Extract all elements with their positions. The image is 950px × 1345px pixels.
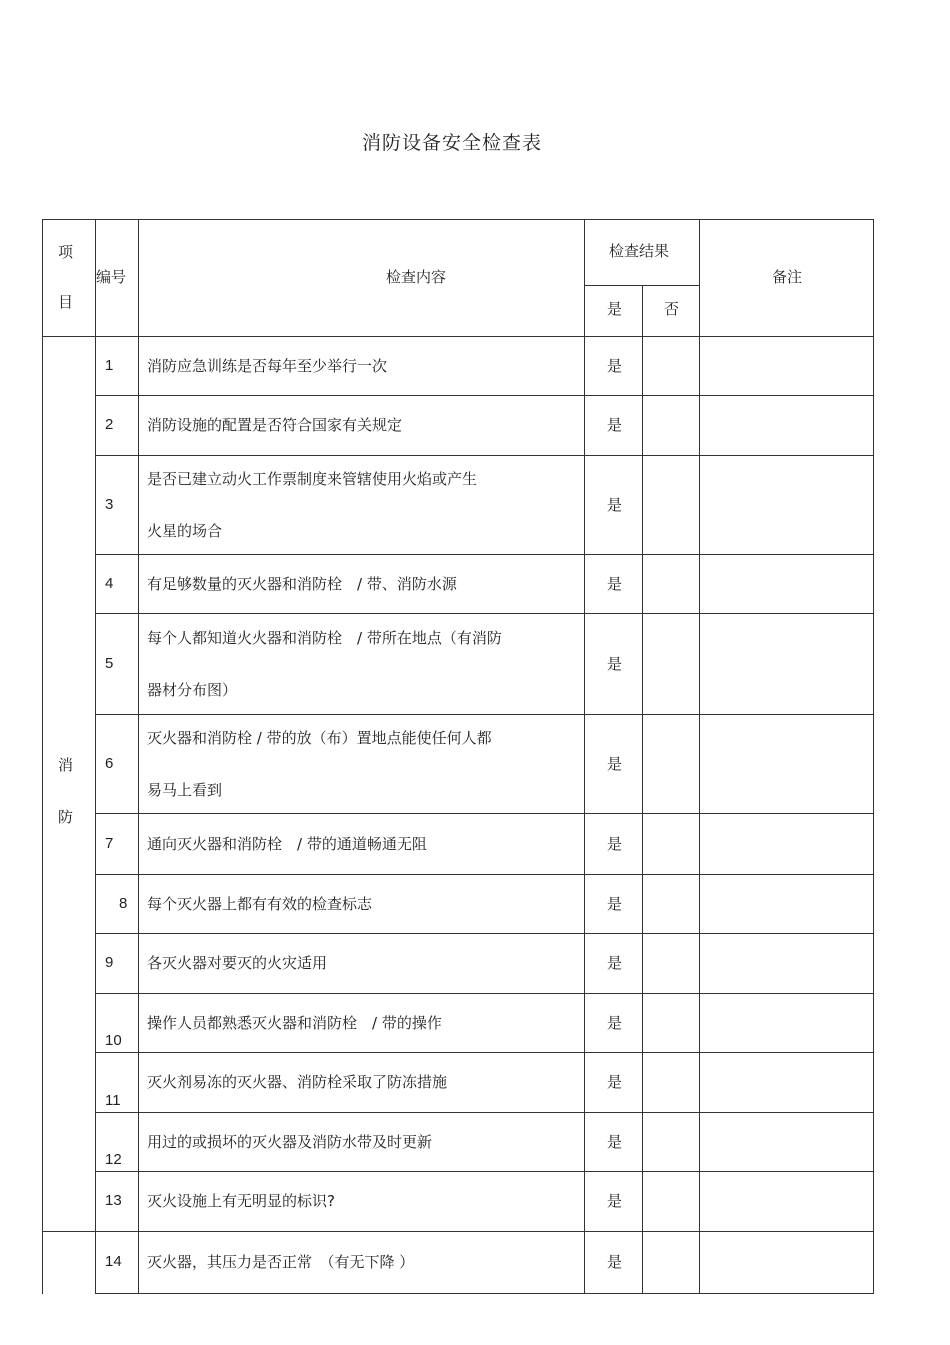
header-content: 检查内容: [386, 268, 447, 286]
row-yes-mark: 是: [607, 894, 623, 913]
row-yes-mark: 是: [607, 834, 623, 853]
row-number: 11: [105, 1092, 121, 1109]
table-rule: [42, 336, 874, 337]
row-number: 7: [105, 834, 114, 852]
row-yes-mark: 是: [607, 1253, 623, 1271]
row-content: 易马上看到: [147, 780, 223, 799]
row-content: 是否已建立动火工作票制度来管辖使用火焰或产生: [147, 469, 478, 488]
row-content: 消防设施的配置是否符合国家有关规定: [147, 416, 403, 434]
row-content: 操作人员都熟悉灭火器和消防栓 / 带的操作: [147, 1013, 442, 1032]
row-yes-mark: 是: [607, 495, 623, 514]
table-rule: [42, 1231, 874, 1232]
row-number: 10: [105, 1032, 122, 1049]
row-content: 消防应急训练是否每年至少举行一次: [147, 356, 388, 375]
row-number: 13: [105, 1192, 122, 1209]
table-rule: [95, 1171, 874, 1172]
row-content: 灭火器和消防栓 / 带的放（布）置地点能使任何人都: [147, 728, 492, 747]
header-category: 项: [58, 243, 74, 261]
row-number: 5: [105, 654, 114, 672]
row-number: 6: [105, 754, 114, 772]
table-rule: [95, 874, 874, 875]
table-rule: [95, 395, 874, 396]
row-content: 灭火剂易冻的灭火器、消防栓采取了防冻措施: [147, 1073, 448, 1091]
row-number: 1: [105, 356, 114, 374]
row-content: 火星的场合: [147, 521, 223, 540]
table-rule: [95, 1293, 874, 1294]
row-number: 8: [119, 894, 128, 912]
table-rule: [699, 219, 700, 1294]
category-label: 防: [58, 808, 74, 826]
row-yes-mark: 是: [607, 1132, 623, 1151]
row-number: 14: [105, 1253, 122, 1270]
table-rule: [95, 813, 874, 814]
header-result: 检查结果: [609, 242, 670, 260]
row-content: 有足够数量的灭火器和消防栓 / 带、消防水源: [147, 574, 457, 593]
table-rule: [138, 219, 139, 1294]
row-content: 器材分布图）: [147, 680, 238, 699]
row-yes-mark: 是: [607, 1013, 623, 1032]
row-content: 通向灭火器和消防栓 / 带的通道畅通无阻: [147, 834, 427, 853]
table-rule: [95, 933, 874, 934]
row-yes-mark: 是: [607, 356, 623, 375]
row-yes-mark: 是: [607, 416, 623, 434]
header-no: 否: [664, 300, 680, 318]
row-number: 4: [105, 574, 114, 592]
row-content: 每个灭火器上都有有效的检查标志: [147, 894, 373, 913]
table-rule: [95, 1052, 874, 1053]
table-rule: [95, 455, 874, 456]
table-rule: [95, 219, 96, 1294]
page-title: 消防设备安全检查表: [361, 132, 542, 154]
row-number: 12: [105, 1151, 122, 1168]
row-content: 各灭火器对要灭的火灾适用: [147, 954, 328, 972]
header-yes: 是: [607, 300, 623, 318]
row-number: 9: [105, 954, 114, 971]
table-rule: [95, 1112, 874, 1113]
header-remarks: 备注: [772, 268, 803, 286]
row-yes-mark: 是: [607, 754, 623, 773]
row-yes-mark: 是: [607, 1192, 623, 1210]
table-rule: [95, 993, 874, 994]
row-yes-mark: 是: [607, 654, 623, 673]
header-number: 编号: [96, 268, 127, 286]
row-content: 灭火设施上有无明显的标识?: [147, 1192, 335, 1210]
table-rule: [642, 285, 643, 1294]
row-number: 2: [105, 416, 114, 433]
table-rule: [873, 219, 874, 1294]
table-rule: [95, 613, 874, 614]
header-category: 目: [58, 293, 74, 311]
row-content: 灭火器，其压力是否正常 （有无下降 ）: [147, 1253, 415, 1271]
table-rule: [584, 219, 585, 1294]
table-rule: [95, 714, 874, 715]
row-content: 每个人都知道火火器和消防栓 / 带所在地点（有消防: [147, 628, 502, 647]
table-rule: [42, 219, 874, 220]
table-rule: [95, 554, 874, 555]
table-rule: [42, 219, 43, 1294]
row-yes-mark: 是: [607, 574, 623, 593]
row-yes-mark: 是: [607, 1073, 623, 1091]
row-yes-mark: 是: [607, 954, 623, 972]
row-number: 3: [105, 495, 114, 513]
row-content: 用过的或损坏的灭火器及消防水带及时更新: [147, 1132, 433, 1151]
category-label: 消: [58, 756, 74, 774]
